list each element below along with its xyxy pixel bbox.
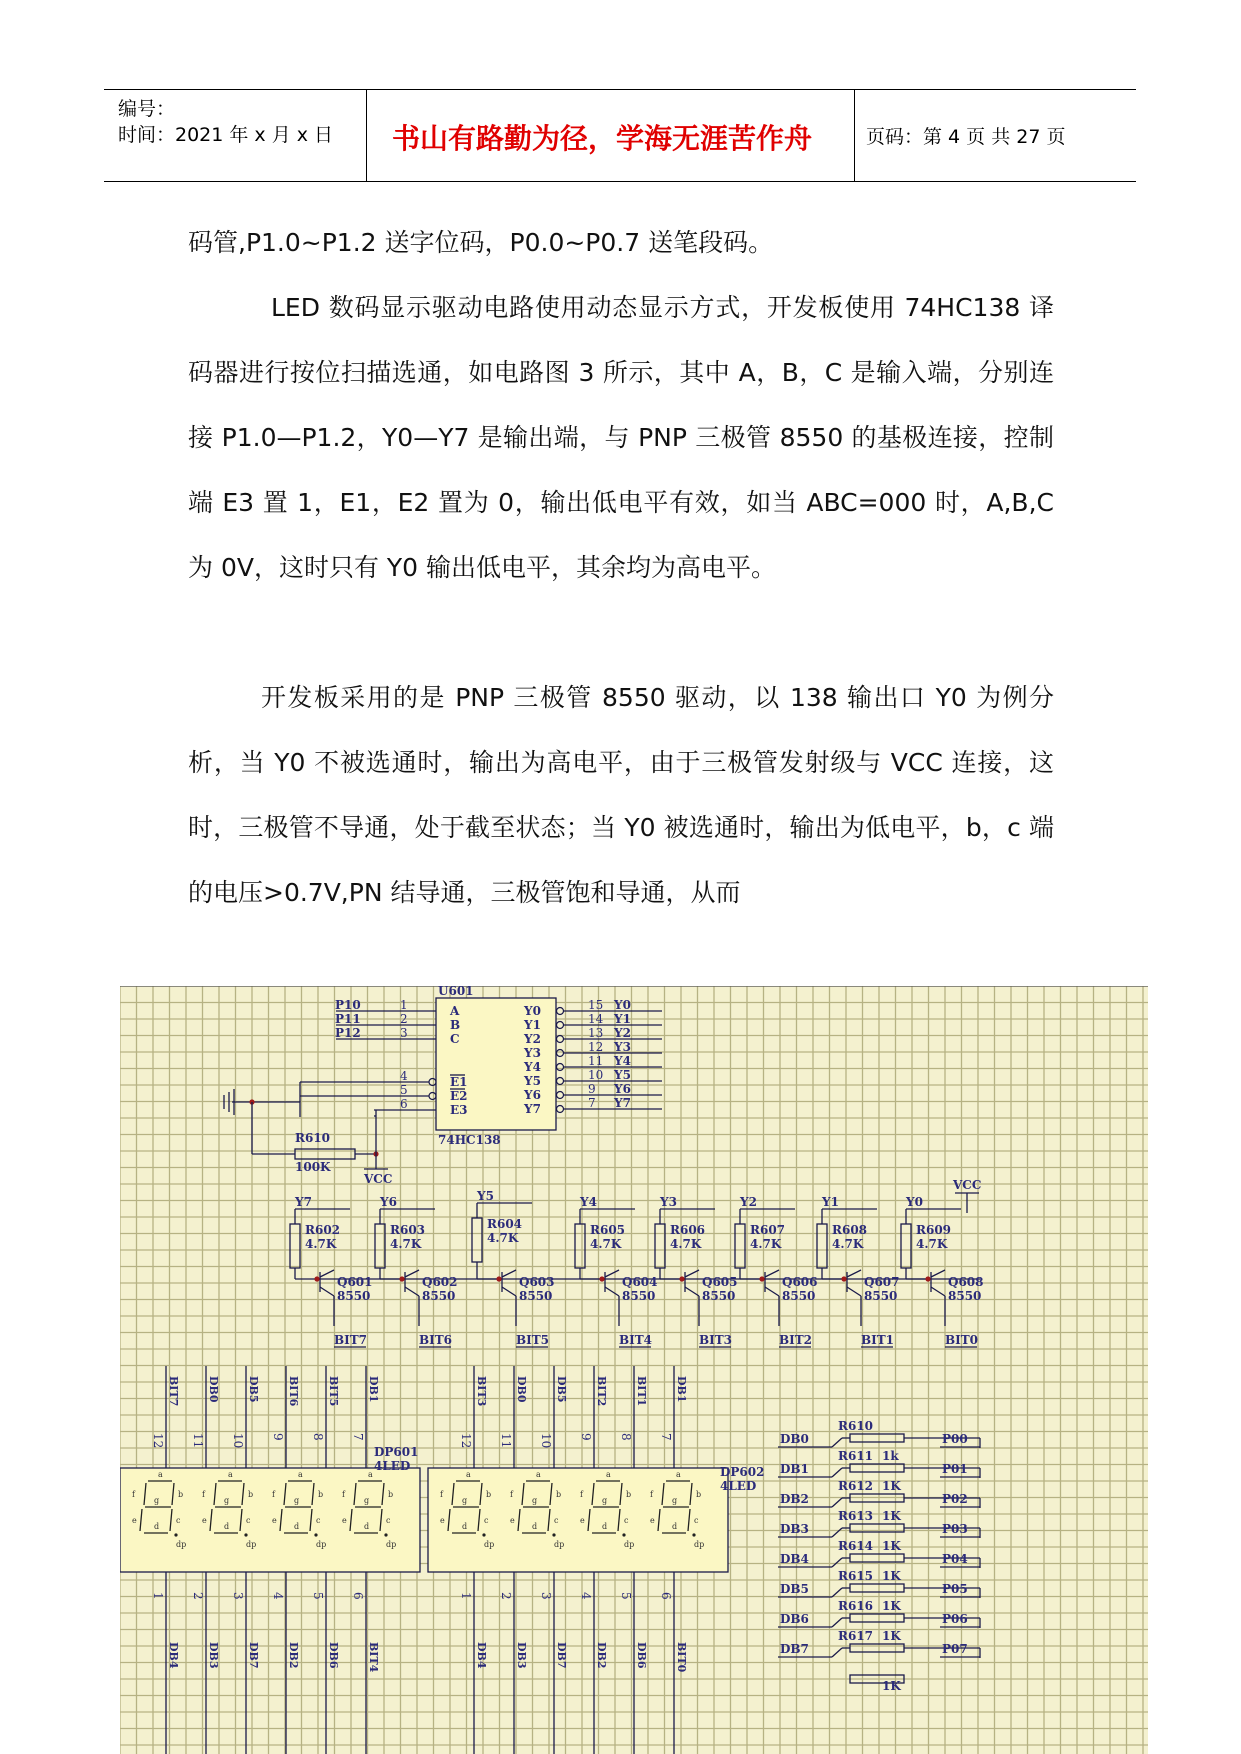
driver-resistor-value-R607: 4.7K bbox=[750, 1237, 782, 1251]
decoder-output-net-Y7: Y7 bbox=[614, 1096, 631, 1110]
decoder-enable-name-E1: E1 bbox=[450, 1075, 468, 1089]
segment-label-e: e bbox=[272, 1516, 277, 1525]
segment-resistor-ref-R613: R613 bbox=[838, 1509, 874, 1523]
segment-label-dp: dp bbox=[624, 1540, 635, 1549]
segment-label-b: b bbox=[486, 1490, 492, 1499]
segment-label-f: f bbox=[650, 1490, 653, 1499]
display-bottom-pin-4: 4 bbox=[271, 1592, 285, 1600]
segment-label-f: f bbox=[510, 1490, 513, 1499]
display-bottom-pin-5: 5 bbox=[311, 1592, 325, 1600]
segment-label-f: f bbox=[132, 1490, 135, 1499]
page-number-label: 页码：第 4 页 共 27 页 bbox=[866, 126, 1066, 148]
decoder-output-net-Y6: Y6 bbox=[614, 1082, 631, 1096]
segment-label-a: a bbox=[158, 1470, 163, 1479]
driver-resistor-value-R603: 4.7K bbox=[390, 1237, 422, 1251]
segment-label-c: c bbox=[386, 1516, 391, 1525]
display-top-pin-10: 10 bbox=[539, 1433, 553, 1449]
segment-label-d: d bbox=[672, 1522, 678, 1531]
segment-label-e: e bbox=[202, 1516, 207, 1525]
decoder-enable-pin-6: 6 bbox=[400, 1097, 408, 1111]
display-part-DP602: 4LED bbox=[720, 1479, 757, 1493]
display-ref-DP602: DP602 bbox=[720, 1465, 765, 1479]
decoder-output-name-Y7: Y7 bbox=[524, 1102, 541, 1116]
display-top-pin-12: 12 bbox=[459, 1433, 473, 1449]
segment-port-label-P04: P04 bbox=[942, 1552, 968, 1566]
display-bottom-net-DB2: DB2 bbox=[287, 1642, 300, 1669]
driver-junction bbox=[599, 1276, 604, 1281]
segment-label-b: b bbox=[388, 1490, 394, 1499]
display-top-pin-11: 11 bbox=[499, 1433, 513, 1449]
transistor-value-Q606: 8550 bbox=[782, 1289, 816, 1303]
segment-dp bbox=[384, 1533, 387, 1536]
display-DP602-body bbox=[428, 1468, 728, 1572]
driver-bit-label-BIT1: BIT1 bbox=[861, 1333, 895, 1347]
schematic-canvas bbox=[120, 986, 1148, 1754]
display-bottom-net-DB7: DB7 bbox=[247, 1642, 260, 1669]
decoder-part-label: 74HC138 bbox=[438, 1133, 501, 1147]
segment-dp bbox=[482, 1533, 485, 1536]
segment-label-d: d bbox=[154, 1522, 160, 1531]
segment-label-b: b bbox=[626, 1490, 632, 1499]
decoder-output-name-Y0: Y0 bbox=[524, 1004, 541, 1018]
display-bottom-pin-4: 4 bbox=[579, 1592, 593, 1600]
driver-resistor-ref-R603: R603 bbox=[390, 1223, 426, 1237]
segment-db-label-DB0: DB0 bbox=[780, 1432, 809, 1446]
segment-resistor-ref-R612: R612 bbox=[838, 1479, 874, 1493]
decoder-output-pin-12: 12 bbox=[588, 1040, 604, 1054]
segment-db-label-DB1: DB1 bbox=[780, 1462, 809, 1476]
display-bottom-net-DB7: DB7 bbox=[555, 1642, 568, 1669]
paragraph-1: 码管,P1.0~P1.2 送字位码，P0.0~P0.7 送笔段码。 bbox=[188, 228, 774, 257]
driver-resistor-ref-R602: R602 bbox=[305, 1223, 341, 1237]
display-bottom-net-BIT4: BIT4 bbox=[367, 1642, 380, 1673]
transistor-value-Q605: 8550 bbox=[702, 1289, 736, 1303]
display-bottom-net-DB6: DB6 bbox=[327, 1642, 340, 1669]
display-top-net-DB1: DB1 bbox=[367, 1376, 380, 1403]
driver-junction bbox=[399, 1276, 404, 1281]
segment-db-label-DB3: DB3 bbox=[780, 1522, 809, 1536]
decoder-enable-pin-5: 5 bbox=[400, 1083, 408, 1097]
display-top-pin-7: 7 bbox=[351, 1433, 365, 1441]
decoder-input-pin-3: 3 bbox=[400, 1026, 408, 1040]
segment-label-f: f bbox=[580, 1490, 583, 1499]
segment-label-g: g bbox=[154, 1496, 160, 1505]
display-top-net-DB5: DB5 bbox=[555, 1376, 568, 1403]
segment-label-d: d bbox=[224, 1522, 230, 1531]
segment-label-dp: dp bbox=[316, 1540, 327, 1549]
segment-label-c: c bbox=[694, 1516, 699, 1525]
decoder-output-name-Y4: Y4 bbox=[524, 1060, 541, 1074]
decoder-ref-label: U601 bbox=[438, 986, 474, 998]
segment-label-c: c bbox=[554, 1516, 559, 1525]
driver-resistor-ref-R609: R609 bbox=[916, 1223, 952, 1237]
segment-dp bbox=[622, 1533, 625, 1536]
decoder-input-name-A: A bbox=[450, 1004, 460, 1018]
decoder-output-pin-9: 9 bbox=[588, 1082, 596, 1096]
display-bottom-net-DB2: DB2 bbox=[595, 1642, 608, 1669]
decoder-output-net-Y3: Y3 bbox=[614, 1040, 631, 1054]
segment-label-dp: dp bbox=[176, 1540, 187, 1549]
segment-label-a: a bbox=[368, 1470, 373, 1479]
decoder-output-pin-15: 15 bbox=[588, 998, 604, 1012]
driver-resistor-value-R604: 4.7K bbox=[487, 1231, 519, 1245]
driver-junction bbox=[679, 1276, 684, 1281]
driver-junction bbox=[841, 1276, 846, 1281]
display-top-net-DB0: DB0 bbox=[515, 1376, 528, 1403]
decoder-output-net-Y1: Y1 bbox=[614, 1012, 631, 1026]
segment-resistor-value-R614: 1K bbox=[882, 1539, 901, 1553]
decoder-enable-name-E3: E3 bbox=[450, 1103, 468, 1117]
display-bottom-net-DB4: DB4 bbox=[167, 1642, 180, 1669]
display-top-net-BIT6: BIT6 bbox=[287, 1376, 300, 1407]
segment-db-label-DB6: DB6 bbox=[780, 1612, 809, 1626]
segment-dp bbox=[552, 1533, 555, 1536]
segment-label-a: a bbox=[676, 1470, 681, 1479]
paragraph-2: LED 数码显示驱动电路使用动态显示方式，开发板使用 74HC138 译码器进行按位扫描选通，如电路图 3 所示，其中 A，B，C 是输入端，分别连接 P1.0—P1.2，Y0—Y7 是输出端，与 PNP 三极管 8550 的基极连接，控制端 E3 置 1，E1，E2 置为 0，输出低电平有效，如当 ABC=000 时，A,B,C 为 0V，这时只有 Y0 输出低电平，其余均为高电平。 bbox=[188, 293, 1054, 582]
display-top-net-BIT7: BIT7 bbox=[167, 1376, 180, 1407]
segment-resistor-ref-R617: R617 bbox=[838, 1629, 874, 1643]
transistor-value-Q604: 8550 bbox=[622, 1289, 656, 1303]
segment-resistor-ref-R615: R615 bbox=[838, 1569, 874, 1583]
segment-label-b: b bbox=[696, 1490, 702, 1499]
transistor-value-Q602: 8550 bbox=[422, 1289, 456, 1303]
driver-bit-label-BIT3: BIT3 bbox=[699, 1333, 733, 1347]
decoder-enable-pin-4: 4 bbox=[400, 1069, 408, 1083]
transistor-ref-Q605: Q605 bbox=[702, 1275, 738, 1289]
segment-label-g: g bbox=[602, 1496, 608, 1505]
decoder-output-name-Y3: Y3 bbox=[524, 1046, 541, 1060]
paragraph-3: 开发板采用的是 PNP 三极管 8550 驱动，以 138 输出口 Y0 为例分析，当 Y0 不被选通时，输出为高电平，由于三极管发射级与 VCC 连接，这时，三极管不导通，处于截至状态；当 Y0 被选通时，输出为低电平，b，c 端的电压>0.7V,PN 结导通，三极管饱和导通，从而 bbox=[188, 683, 1054, 907]
decoder-input-pin-1: 1 bbox=[400, 998, 408, 1012]
header-top-rule bbox=[104, 89, 1136, 90]
segment-label-g: g bbox=[462, 1496, 468, 1505]
display-bottom-net-BIT0: BIT0 bbox=[675, 1642, 688, 1673]
segment-label-e: e bbox=[510, 1516, 515, 1525]
segment-label-b: b bbox=[248, 1490, 254, 1499]
segment-label-f: f bbox=[342, 1490, 345, 1499]
driver-bit-label-BIT7: BIT7 bbox=[334, 1333, 368, 1347]
driver-net-Y0: Y0 bbox=[906, 1195, 923, 1209]
driver-net-Y6: Y6 bbox=[380, 1195, 397, 1209]
decoder-input-pin-2: 2 bbox=[400, 1012, 408, 1026]
segment-port-label-P05: P05 bbox=[942, 1582, 968, 1596]
decoder-input-name-C: C bbox=[450, 1032, 460, 1046]
segment-label-dp: dp bbox=[694, 1540, 705, 1549]
segment-resistor-ref-R611: R611 bbox=[838, 1449, 874, 1463]
segment-resistor-value-R612: 1K bbox=[882, 1479, 901, 1493]
transistor-value-Q601: 8550 bbox=[337, 1289, 371, 1303]
display-bottom-net-DB3: DB3 bbox=[515, 1642, 528, 1669]
segment-label-dp: dp bbox=[386, 1540, 397, 1549]
decoder-output-net-Y4: Y4 bbox=[614, 1054, 631, 1068]
segment-label-e: e bbox=[440, 1516, 445, 1525]
decoder-output-name-Y6: Y6 bbox=[524, 1088, 541, 1102]
segment-label-d: d bbox=[602, 1522, 608, 1531]
display-bottom-pin-2: 2 bbox=[499, 1592, 513, 1600]
header-motto: 书山有路勤为径，学海无涯苦作舟 bbox=[392, 122, 813, 155]
segment-port-label-P01: P01 bbox=[942, 1462, 968, 1476]
display-bottom-net-DB3: DB3 bbox=[207, 1642, 220, 1669]
display-top-pin-10: 10 bbox=[231, 1433, 245, 1449]
segment-label-g: g bbox=[364, 1496, 370, 1505]
display-DP601-body bbox=[120, 1468, 420, 1572]
decoder-output-pin-10: 10 bbox=[588, 1068, 604, 1082]
segment-label-d: d bbox=[462, 1522, 468, 1531]
decoder-input-net-P12: P12 bbox=[335, 1026, 361, 1040]
decoder-input-net-P11: P11 bbox=[335, 1012, 361, 1026]
segment-resistor-value-R611: 1k bbox=[882, 1449, 899, 1463]
decoder-input-net-P10: P10 bbox=[335, 998, 361, 1012]
decoder-output-pin-14: 14 bbox=[588, 1012, 604, 1026]
driver-resistor-value-R608: 4.7K bbox=[832, 1237, 864, 1251]
display-bottom-pin-6: 6 bbox=[351, 1592, 365, 1600]
display-top-net-DB5: DB5 bbox=[247, 1376, 260, 1403]
display-top-net-BIT1: BIT1 bbox=[635, 1376, 648, 1407]
segment-label-a: a bbox=[536, 1470, 541, 1479]
segment-dp bbox=[244, 1533, 247, 1536]
segment-label-d: d bbox=[532, 1522, 538, 1531]
decoder-output-pin-11: 11 bbox=[588, 1054, 604, 1068]
segment-label-f: f bbox=[272, 1490, 275, 1499]
segment-port-label-P06: P06 bbox=[942, 1612, 968, 1626]
driver-net-Y5: Y5 bbox=[477, 1189, 494, 1203]
transistor-ref-Q608: Q608 bbox=[948, 1275, 984, 1289]
transistor-ref-Q601: Q601 bbox=[337, 1275, 373, 1289]
driver-junction bbox=[925, 1276, 930, 1281]
driver-resistor-value-R609: 4.7K bbox=[916, 1237, 948, 1251]
segment-resistor-value-R616: 1K bbox=[882, 1599, 901, 1613]
segment-label-a: a bbox=[228, 1470, 233, 1479]
segment-label-dp: dp bbox=[554, 1540, 565, 1549]
document-header bbox=[104, 89, 1136, 182]
display-bottom-pin-5: 5 bbox=[619, 1592, 633, 1600]
segment-label-e: e bbox=[342, 1516, 347, 1525]
driver-junction bbox=[314, 1276, 319, 1281]
doc-number-label: 编号： bbox=[118, 98, 176, 120]
display-top-pin-11: 11 bbox=[191, 1433, 205, 1449]
display-top-pin-12: 12 bbox=[151, 1433, 165, 1449]
display-top-net-BIT3: BIT3 bbox=[475, 1376, 488, 1407]
decoder-output-name-Y1: Y1 bbox=[524, 1018, 541, 1032]
segment-label-c: c bbox=[246, 1516, 251, 1525]
driver-net-Y3: Y3 bbox=[660, 1195, 677, 1209]
segment-label-d: d bbox=[364, 1522, 370, 1531]
display-top-net-BIT2: BIT2 bbox=[595, 1376, 608, 1407]
segment-db-label-DB4: DB4 bbox=[780, 1552, 809, 1566]
segment-resistor-ref-R610: R610 bbox=[838, 1419, 874, 1433]
driver-bit-label-BIT4: BIT4 bbox=[619, 1333, 653, 1347]
decoder-output-name-Y5: Y5 bbox=[524, 1074, 541, 1088]
decoder-output-net-Y0: Y0 bbox=[614, 998, 631, 1012]
pullup-ref-label: R610 bbox=[295, 1131, 331, 1145]
driver-resistor-ref-R606: R606 bbox=[670, 1223, 706, 1237]
display-bottom-pin-3: 3 bbox=[539, 1592, 553, 1600]
decoder-output-net-Y5: Y5 bbox=[614, 1068, 631, 1082]
display-ref-DP601: DP601 bbox=[374, 1445, 419, 1459]
segment-port-label-P00: P00 bbox=[942, 1432, 968, 1446]
transistor-ref-Q607: Q607 bbox=[864, 1275, 900, 1289]
driver-resistor-value-R602: 4.7K bbox=[305, 1237, 337, 1251]
segment-label-f: f bbox=[202, 1490, 205, 1499]
doc-time-label: 时间：2021 年 x 月 x 日 bbox=[118, 124, 334, 146]
segment-label-g: g bbox=[224, 1496, 230, 1505]
segment-label-f: f bbox=[440, 1490, 443, 1499]
driver-resistor-ref-R605: R605 bbox=[590, 1223, 626, 1237]
driver-resistor-ref-R607: R607 bbox=[750, 1223, 786, 1237]
segment-label-a: a bbox=[606, 1470, 611, 1479]
segment-label-b: b bbox=[178, 1490, 184, 1499]
decoder-output-pin-7: 7 bbox=[588, 1096, 596, 1110]
segment-label-c: c bbox=[624, 1516, 629, 1525]
segment-port-label-P02: P02 bbox=[942, 1492, 968, 1506]
decoder-input-name-B: B bbox=[450, 1018, 461, 1032]
segment-label-e: e bbox=[650, 1516, 655, 1525]
driver-resistor-ref-R604: R604 bbox=[487, 1217, 523, 1231]
transistor-ref-Q603: Q603 bbox=[519, 1275, 555, 1289]
pullup-value-label: 100K bbox=[295, 1160, 331, 1174]
driver-bit-label-BIT6: BIT6 bbox=[419, 1333, 453, 1347]
driver-bit-label-BIT5: BIT5 bbox=[516, 1333, 550, 1347]
segment-resistor-ref-R616: R616 bbox=[838, 1599, 874, 1613]
display-top-net-DB0: DB0 bbox=[207, 1376, 220, 1403]
segment-label-c: c bbox=[316, 1516, 321, 1525]
segment-port-label-P03: P03 bbox=[942, 1522, 968, 1536]
display-top-net-DB1: DB1 bbox=[675, 1376, 688, 1403]
display-part-DP601: 4LED bbox=[374, 1459, 411, 1473]
transistor-value-Q603: 8550 bbox=[519, 1289, 553, 1303]
segment-label-g: g bbox=[672, 1496, 678, 1505]
display-bottom-net-DB6: DB6 bbox=[635, 1642, 648, 1669]
decoder-output-name-Y2: Y2 bbox=[524, 1032, 541, 1046]
decoder-output-pin-13: 13 bbox=[588, 1026, 604, 1040]
display-top-pin-9: 9 bbox=[271, 1433, 285, 1441]
display-bottom-pin-6: 6 bbox=[659, 1592, 673, 1600]
display-bottom-pin-2: 2 bbox=[191, 1592, 205, 1600]
header-bottom-rule bbox=[104, 181, 1136, 182]
segment-dp bbox=[692, 1533, 695, 1536]
display-bottom-net-DB4: DB4 bbox=[475, 1642, 488, 1669]
segment-label-dp: dp bbox=[484, 1540, 495, 1549]
segment-resistor-value-R615: 1K bbox=[882, 1569, 901, 1583]
display-bottom-pin-1: 1 bbox=[459, 1592, 473, 1600]
segment-resistor-value-R617: 1K bbox=[882, 1629, 901, 1643]
decoder-output-net-Y2: Y2 bbox=[614, 1026, 631, 1040]
segment-label-b: b bbox=[556, 1490, 562, 1499]
segment-resistor-ref-R614: R614 bbox=[838, 1539, 874, 1553]
segment-port-label-P07: P07 bbox=[942, 1642, 968, 1656]
driver-bit-label-BIT0: BIT0 bbox=[945, 1333, 979, 1347]
segment-label-c: c bbox=[176, 1516, 181, 1525]
driver-junction bbox=[496, 1276, 501, 1281]
segment-dp bbox=[174, 1533, 177, 1536]
display-bottom-pin-3: 3 bbox=[231, 1592, 245, 1600]
decoder-enable-name-E2: E2 bbox=[450, 1089, 468, 1103]
header-divider-left bbox=[366, 89, 367, 182]
segment-label-c: c bbox=[484, 1516, 489, 1525]
transistor-ref-Q602: Q602 bbox=[422, 1275, 458, 1289]
display-top-pin-8: 8 bbox=[311, 1433, 325, 1441]
transistor-value-Q608: 8550 bbox=[948, 1289, 982, 1303]
display-top-pin-7: 7 bbox=[659, 1433, 673, 1441]
display-top-pin-8: 8 bbox=[619, 1433, 633, 1441]
segment-label-b: b bbox=[318, 1490, 324, 1499]
segment-db-label-DB2: DB2 bbox=[780, 1492, 809, 1506]
driver-net-Y2: Y2 bbox=[740, 1195, 757, 1209]
driver-resistor-ref-R608: R608 bbox=[832, 1223, 868, 1237]
display-bottom-pin-1: 1 bbox=[151, 1592, 165, 1600]
segment-db-label-DB7: DB7 bbox=[780, 1642, 809, 1656]
driver-net-Y4: Y4 bbox=[580, 1195, 597, 1209]
driver-resistor-value-R606: 4.7K bbox=[670, 1237, 702, 1251]
segment-label-e: e bbox=[132, 1516, 137, 1525]
circuit-diagram bbox=[120, 986, 1148, 1754]
segment-resistor-value-R613: 1K bbox=[882, 1509, 901, 1523]
segment-resistor-extra-value: 1K bbox=[882, 1679, 901, 1693]
driver-bit-label-BIT2: BIT2 bbox=[779, 1333, 813, 1347]
driver-net-Y7: Y7 bbox=[295, 1195, 312, 1209]
segment-label-a: a bbox=[466, 1470, 471, 1479]
segment-label-dp: dp bbox=[246, 1540, 257, 1549]
pullup-vcc-label: VCC bbox=[364, 1172, 393, 1186]
segment-label-a: a bbox=[298, 1470, 303, 1479]
segment-dp bbox=[314, 1533, 317, 1536]
transistor-ref-Q604: Q604 bbox=[622, 1275, 658, 1289]
vcc-rail-label: VCC bbox=[953, 1178, 982, 1192]
driver-junction bbox=[759, 1276, 764, 1281]
display-top-pin-9: 9 bbox=[579, 1433, 593, 1441]
transistor-value-Q607: 8550 bbox=[864, 1289, 898, 1303]
driver-resistor-value-R605: 4.7K bbox=[590, 1237, 622, 1251]
header-divider-right bbox=[854, 89, 855, 182]
segment-label-e: e bbox=[580, 1516, 585, 1525]
segment-label-g: g bbox=[294, 1496, 300, 1505]
segment-db-label-DB5: DB5 bbox=[780, 1582, 809, 1596]
segment-label-d: d bbox=[294, 1522, 300, 1531]
transistor-ref-Q606: Q606 bbox=[782, 1275, 818, 1289]
display-top-net-BIT5: BIT5 bbox=[327, 1376, 340, 1407]
segment-label-g: g bbox=[532, 1496, 538, 1505]
driver-net-Y1: Y1 bbox=[822, 1195, 839, 1209]
